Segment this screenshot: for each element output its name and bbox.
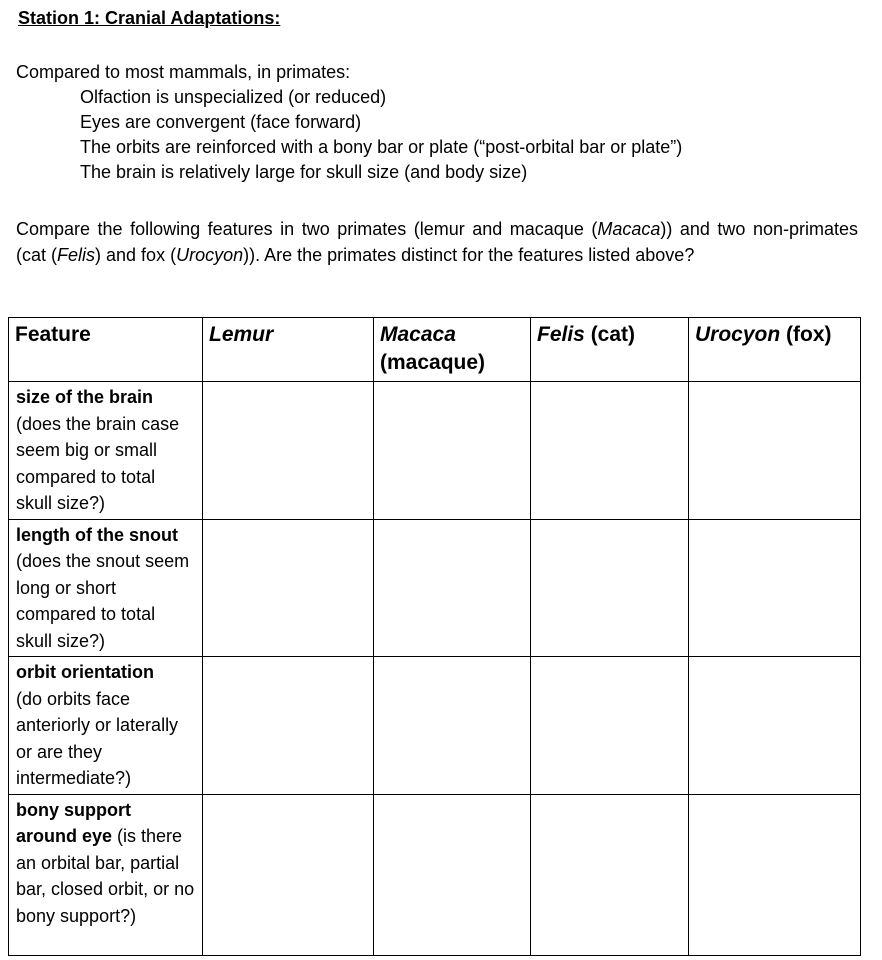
answer-cell-lemur[interactable] bbox=[203, 657, 374, 795]
header-feature: Feature bbox=[9, 318, 203, 382]
feature-description: (do orbits face anteriorly or laterally or are they intermediate?) bbox=[16, 688, 179, 788]
table-row bbox=[9, 657, 861, 795]
instructions-text: )) and two non-primates (cat ( bbox=[16, 219, 858, 265]
comparison-table bbox=[8, 317, 861, 956]
genus-urocyon: Urocyon bbox=[176, 245, 244, 265]
table-row bbox=[9, 794, 861, 955]
answer-cell-macaca[interactable] bbox=[374, 794, 531, 955]
header-lemur: Lemur bbox=[203, 318, 374, 382]
answer-cell-felis[interactable] bbox=[531, 519, 689, 657]
feature-cell bbox=[9, 794, 203, 955]
instructions-text: )). Are the primates distinct for the features listed above? bbox=[243, 245, 695, 265]
header-felis: Felis (cat) bbox=[531, 318, 689, 382]
answer-cell-macaca[interactable] bbox=[374, 382, 531, 520]
answer-cell-lemur[interactable] bbox=[203, 794, 374, 955]
primate-traits-list bbox=[16, 85, 682, 185]
trait-item: Olfaction is unspecialized (or reduced) bbox=[80, 87, 387, 107]
feature-description: (does the snout seem long or short compared to total skull size?) bbox=[16, 551, 190, 651]
answer-cell-felis[interactable] bbox=[531, 794, 689, 955]
instructions-text: ) and fox ( bbox=[95, 245, 177, 265]
feature-description: (does the brain case seem big or small compared to total skull size?) bbox=[16, 413, 180, 513]
genus-felis: Felis bbox=[57, 245, 96, 265]
answer-cell-urocyon[interactable] bbox=[689, 519, 861, 657]
answer-cell-urocyon[interactable] bbox=[689, 794, 861, 955]
genus-macaca: Macaca bbox=[597, 219, 661, 239]
table-row bbox=[9, 382, 861, 520]
answer-cell-lemur[interactable] bbox=[203, 382, 374, 520]
answer-cell-urocyon[interactable] bbox=[689, 382, 861, 520]
station-title: Station 1: Cranial Adaptations: bbox=[18, 8, 281, 28]
answer-cell-macaca[interactable] bbox=[374, 519, 531, 657]
table-row bbox=[9, 519, 861, 657]
header-urocyon: Urocyon (fox) bbox=[689, 318, 861, 382]
instructions-text: Compare the following features in two primates (lemur and macaque ( bbox=[16, 219, 598, 239]
trait-item: The orbits are reinforced with a bony bar or plate (“post-orbital bar or plate”) bbox=[80, 137, 683, 157]
feature-description: (is there an orbital bar, partial bar, closed orbit, or no bony support?) bbox=[16, 826, 195, 926]
answer-cell-felis[interactable] bbox=[531, 657, 689, 795]
intro-lead: Compared to most mammals, in primates: bbox=[16, 62, 351, 82]
feature-name: size of the brain bbox=[16, 387, 154, 407]
answer-cell-felis[interactable] bbox=[531, 382, 689, 520]
trait-item: Eyes are convergent (face forward) bbox=[80, 112, 362, 132]
feature-name: orbit orientation bbox=[16, 662, 154, 682]
comparison-instructions bbox=[16, 216, 858, 268]
feature-name: bony support around eye bbox=[16, 799, 131, 846]
intro-section bbox=[16, 60, 682, 185]
feature-name: length of the snout bbox=[16, 524, 178, 545]
answer-cell-macaca[interactable] bbox=[374, 657, 531, 795]
trait-item: The brain is relatively large for skull size (and body size) bbox=[80, 162, 528, 182]
answer-cell-urocyon[interactable] bbox=[689, 657, 861, 795]
header-macaca: Macaca (macaque) bbox=[374, 318, 531, 382]
feature-cell bbox=[9, 382, 203, 520]
feature-cell bbox=[9, 519, 203, 657]
feature-cell bbox=[9, 657, 203, 795]
answer-cell-lemur[interactable] bbox=[203, 519, 374, 657]
table-header-row bbox=[9, 318, 861, 382]
